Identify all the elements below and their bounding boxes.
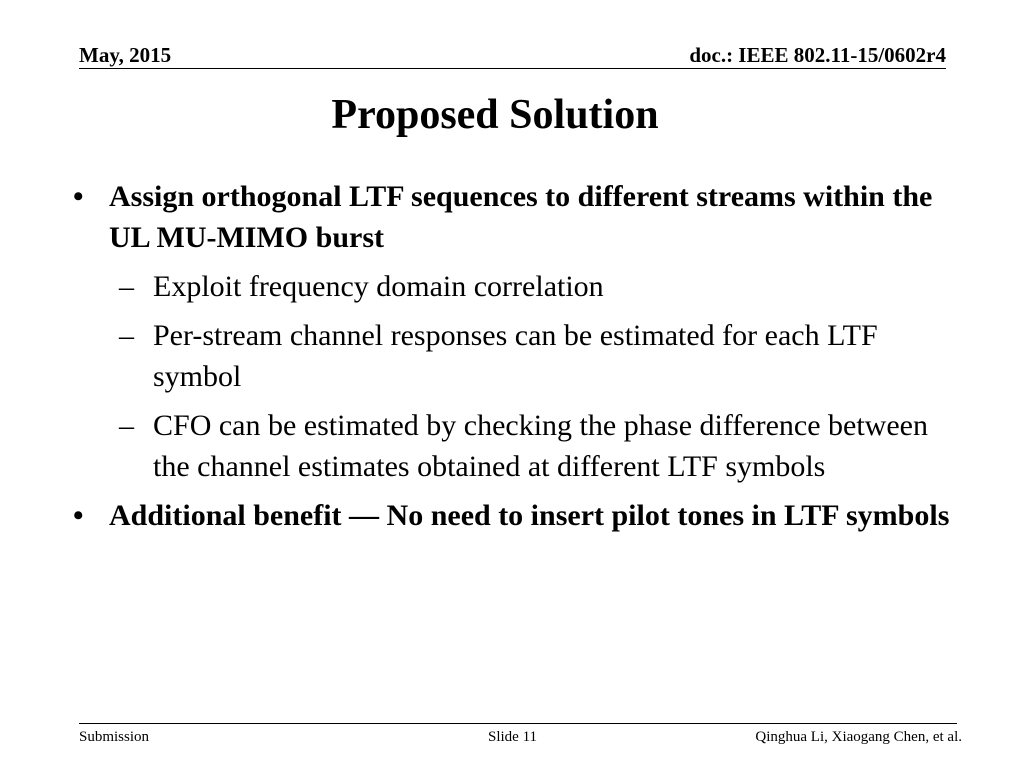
subbullet-marker: – <box>119 409 134 442</box>
slide-body <box>70 176 960 544</box>
subbullet-text: Exploit frequency domain correlation <box>153 270 604 303</box>
subbullet-channel-responses <box>70 315 960 397</box>
bullet-additional-benefit <box>70 495 960 536</box>
header-divider <box>79 68 946 69</box>
subbullet-text: CFO can be estimated by checking the phase difference between the channel estimates obtained at different LTF symbols <box>153 409 928 483</box>
footer-submission: Submission <box>79 729 150 745</box>
subbullet-cfo-estimation <box>70 405 960 487</box>
slide-title: Proposed Solution <box>331 92 659 138</box>
footer-slide-number: Slide 11 <box>488 729 538 745</box>
subbullet-marker: – <box>119 270 134 303</box>
bullet-marker: • <box>73 499 84 532</box>
header-date: May, 2015 <box>79 43 172 67</box>
header-doc-id: doc.: IEEE 802.11-15/0602r4 <box>689 43 946 67</box>
footer-authors: Qinghua Li, Xiaogang Chen, et al. <box>755 729 962 745</box>
bullet-text: Additional benefit — No need to insert pilot tones in LTF symbols <box>109 499 950 532</box>
bullet-text: Assign orthogonal LTF sequences to different streams within the UL MU-MIMO burst <box>109 180 933 254</box>
subbullet-text: Per-stream channel responses can be estimated for each LTF symbol <box>153 319 878 393</box>
subbullet-marker: – <box>119 319 134 352</box>
subbullet-frequency-correlation <box>70 266 960 307</box>
bullet-orthogonal-ltf <box>70 176 960 258</box>
footer-divider <box>79 723 957 724</box>
bullet-marker: • <box>73 180 84 213</box>
